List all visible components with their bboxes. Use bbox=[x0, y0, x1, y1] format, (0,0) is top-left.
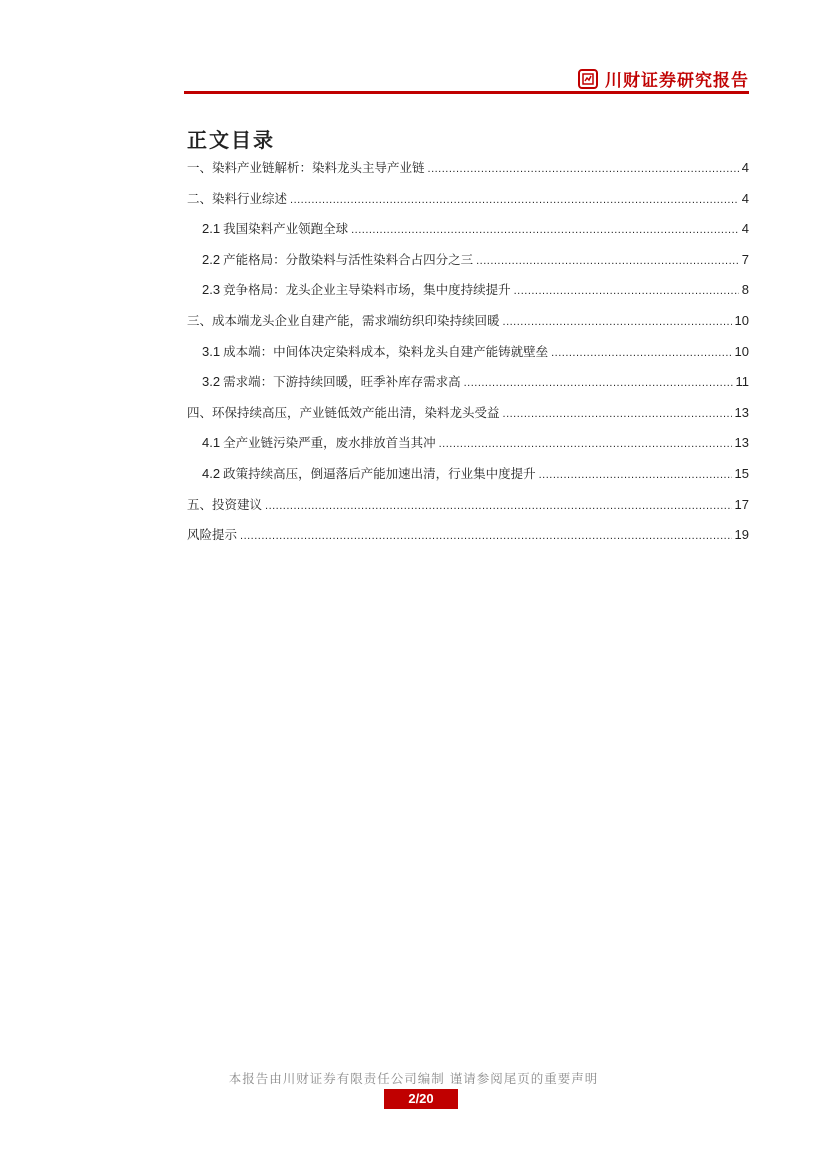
toc-entry[interactable] bbox=[187, 311, 749, 342]
toc-entry-label: 需求端：下游持续回暖，旺季补库存需求高 bbox=[223, 374, 461, 390]
toc-entry[interactable] bbox=[187, 495, 749, 526]
stock-chart-logo-icon bbox=[578, 69, 598, 89]
toc-entry-label: 竞争格局：龙头企业主导染料市场，集中度持续提升 bbox=[223, 282, 511, 298]
toc-leader-dots bbox=[514, 285, 739, 297]
toc-entry-page: 8 bbox=[741, 282, 749, 298]
toc-entry-page: 15 bbox=[734, 465, 749, 481]
toc-entry[interactable] bbox=[187, 189, 749, 220]
toc-entry-label: 一、染料产业链解析：染料龙头主导产业链 bbox=[187, 160, 425, 175]
toc-entry-page: 19 bbox=[734, 527, 749, 543]
toc-leader-dots bbox=[503, 408, 732, 420]
toc-entry-page: 4 bbox=[741, 221, 749, 237]
toc-entry-page: 7 bbox=[741, 251, 749, 267]
toc-entry[interactable] bbox=[187, 525, 749, 556]
toc-entry-label: 三、成本端龙头企业自建产能，需求端纺织印染持续回暖 bbox=[187, 312, 500, 328]
toc-leader-dots bbox=[439, 438, 732, 450]
toc-entry[interactable] bbox=[187, 219, 749, 250]
toc-entry-page: 11 bbox=[735, 374, 749, 390]
toc-entry-label: 我国染料产业领跑全球 bbox=[223, 221, 349, 237]
toc-entry-number: 2.1 bbox=[202, 221, 221, 237]
toc-entry-number: 3.1 bbox=[202, 343, 221, 359]
toc-entry-page: 13 bbox=[734, 435, 749, 451]
toc-entry-page: 17 bbox=[734, 496, 749, 512]
toc-leader-dots bbox=[539, 469, 732, 481]
page-number-badge: 2/20 bbox=[384, 1089, 458, 1109]
toc-entry[interactable] bbox=[187, 280, 749, 311]
toc-leader-dots bbox=[464, 377, 733, 389]
toc-leader-dots bbox=[351, 224, 739, 236]
toc-entry[interactable] bbox=[187, 433, 749, 464]
toc-entry-label: 政策持续高压，倒逼落后产能加速出清，行业集中度提升 bbox=[223, 465, 536, 481]
toc-entry-page: 4 bbox=[741, 160, 749, 175]
toc-entry[interactable] bbox=[187, 464, 749, 495]
toc-entry-page: 13 bbox=[734, 404, 749, 420]
header-divider bbox=[184, 91, 749, 94]
toc-leader-dots bbox=[265, 500, 732, 512]
toc-leader-dots bbox=[551, 347, 731, 359]
toc-entry-number: 4.2 bbox=[202, 465, 221, 481]
brand-name: 川财证券研究报告 bbox=[605, 71, 749, 91]
toc-entry-page: 4 bbox=[741, 190, 749, 206]
toc-entry-label: 全产业链污染严重，废水排放首当其冲 bbox=[223, 435, 436, 451]
toc-entry-number: 2.3 bbox=[202, 282, 221, 298]
toc-entry-page: 10 bbox=[734, 312, 749, 328]
toc-entry-label: 成本端：中间体决定染料成本，染料龙头自建产能铸就壁垒 bbox=[223, 343, 549, 359]
toc-leader-dots bbox=[476, 255, 739, 267]
toc-leader-dots bbox=[428, 163, 739, 175]
toc-list bbox=[187, 158, 749, 556]
toc-entry-label: 风险提示 bbox=[187, 527, 238, 543]
toc-entry[interactable] bbox=[187, 372, 749, 403]
toc-leader-dots bbox=[240, 530, 732, 542]
toc-entry-number: 4.1 bbox=[202, 435, 221, 451]
toc-leader-dots bbox=[503, 316, 732, 328]
toc-entry-number: 3.2 bbox=[202, 374, 221, 390]
toc-entry[interactable] bbox=[187, 158, 749, 189]
toc-entry-page: 10 bbox=[734, 343, 749, 359]
toc-entry[interactable] bbox=[187, 250, 749, 281]
toc-title: 正文目录 bbox=[187, 128, 275, 152]
toc-entry-label: 四、环保持续高压，产业链低效产能出清，染料龙头受益 bbox=[187, 404, 500, 420]
toc-entry-label: 二、染料行业综述 bbox=[187, 190, 288, 206]
toc-entry[interactable] bbox=[187, 342, 749, 373]
toc-entry-number: 2.2 bbox=[202, 251, 221, 267]
toc-leader-dots bbox=[290, 194, 739, 206]
toc-entry-label: 产能格局：分散染料与活性染料合占四分之三 bbox=[223, 251, 474, 267]
toc-entry[interactable] bbox=[187, 403, 749, 434]
header-brand bbox=[578, 66, 749, 91]
footer-disclaimer: 本报告由川财证券有限责任公司编制 谨请参阅尾页的重要声明 bbox=[228, 1071, 599, 1086]
toc-entry-label: 五、投资建议 bbox=[187, 496, 263, 512]
